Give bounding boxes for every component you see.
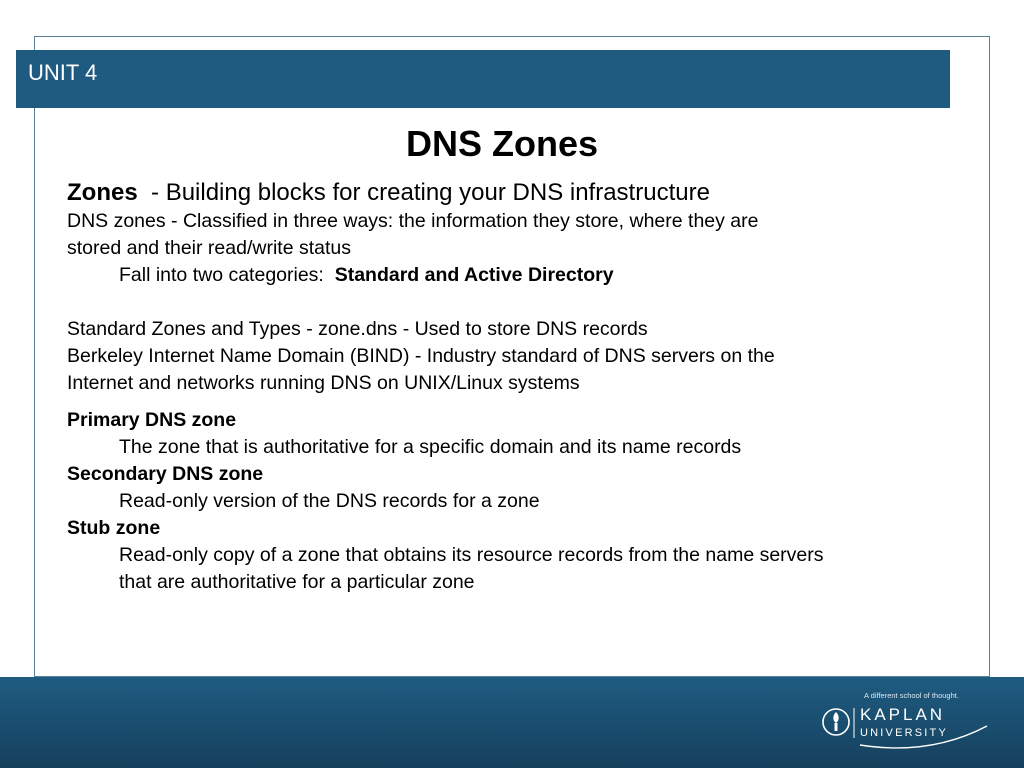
zone-heading-secondary: [67, 461, 947, 488]
logo-brand-line1: KAPLAN: [860, 705, 946, 724]
slide-title: DNS Zones: [405, 123, 599, 164]
kaplan-university-logo: [820, 690, 1000, 760]
flame-icon: [833, 712, 838, 723]
classification-line-1: DNS zones - Classified in three ways: the information they store, where they are: [67, 210, 759, 232]
zone-name: Primary DNS zone: [67, 409, 237, 431]
categories-value: Standard and Active Directory: [334, 264, 614, 286]
zone-name: Stub zone: [67, 517, 161, 539]
slide-body: [67, 178, 947, 596]
logo-brand-line2: UNIVERSITY: [860, 727, 949, 739]
zone-name: Secondary DNS zone: [67, 463, 264, 485]
zone-heading-stub: [67, 515, 947, 542]
unit-label: UNIT 4: [28, 60, 98, 85]
bind-line-2: Internet and networks running DNS on UNIX/Linux systems: [67, 372, 580, 394]
zone-desc-stub-2: that are authoritative for a particular zone: [119, 571, 475, 593]
zones-intro-line: [67, 178, 947, 208]
zone-desc-primary: The zone that is authoritative for a specific domain and its name records: [119, 436, 742, 458]
zones-term-desc: - Building blocks for creating your DNS infrastructure: [151, 179, 710, 206]
unit-header-bar: [16, 50, 950, 108]
zone-desc-stub-1: Read-only copy of a zone that obtains its resource records from the name servers: [119, 544, 824, 566]
bind-line-1: Berkeley Internet Name Domain (BIND) - Industry standard of DNS servers on the: [67, 345, 775, 367]
zone-desc-secondary: Read-only version of the DNS records for a zone: [119, 490, 540, 512]
standard-zones-line: Standard Zones and Types - zone.dns - Used to store DNS records: [67, 318, 648, 340]
zones-term: Zones: [67, 179, 138, 206]
categories-line: [67, 262, 947, 289]
categories-prefix: Fall into two categories:: [119, 264, 324, 286]
logo-tagline: A different school of thought.: [864, 691, 959, 700]
zone-heading-primary: [67, 407, 947, 434]
torch-handle-icon: [835, 723, 838, 731]
classification-line-2: stored and their read/write status: [67, 237, 351, 259]
